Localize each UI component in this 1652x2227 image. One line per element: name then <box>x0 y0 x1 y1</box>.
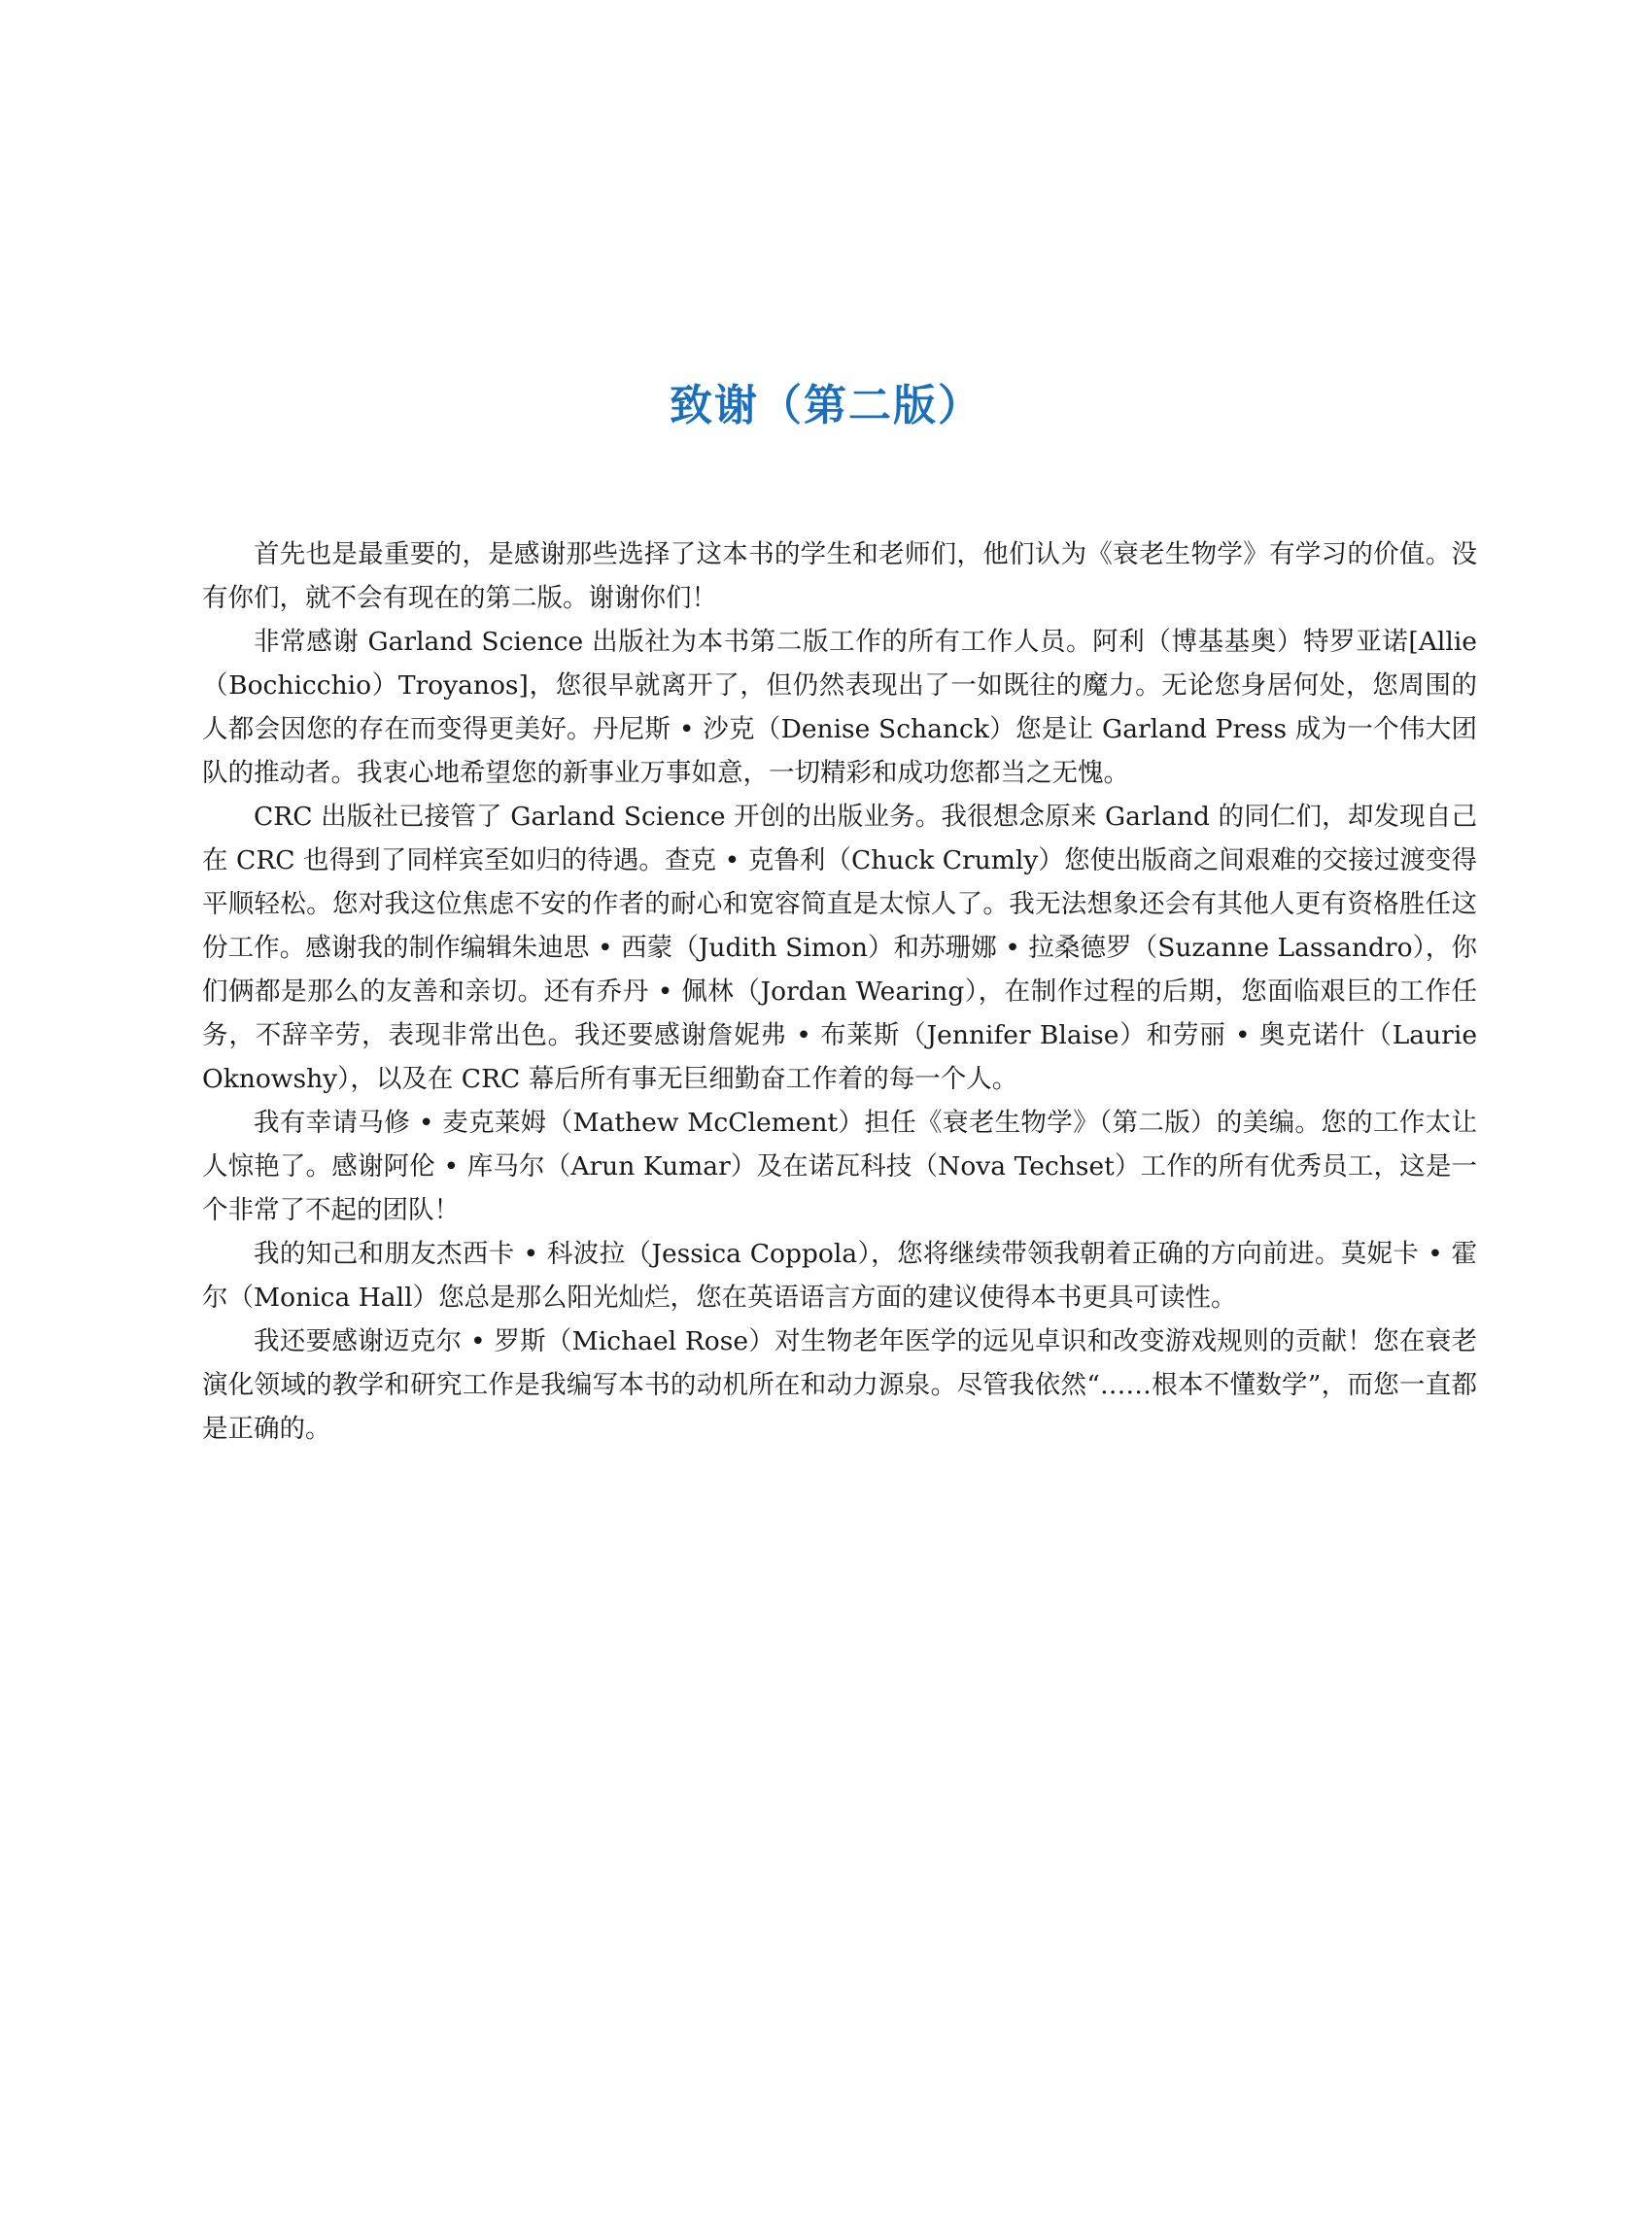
paragraph: 非常感谢 Garland Science 出版社为本书第二版工作的所有工作人员。阿利（博基基奥）特罗亚诺[Allie（Bochicchio）Troyanos]，您很早就离开了，但仍然表现出了一如既往的魔力。无论您身居何处，您周围的人都会因您的存在而变得更美好。丹尼斯 • 沙克（Denise Schanck）您是让 Garland Press 成为一个伟大团队的推动者。我衷心地希望您的新事业万事如意，一切精彩和成功您都当之无愧。 <box>202 627 1477 788</box>
paragraph: 首先也是最重要的，是感谢那些选择了这本书的学生和老师们，他们认为《衰老生物学》有学习的价值。没有你们，就不会有现在的第二版。谢谢你们！ <box>202 539 1477 613</box>
paragraph: 我有幸请马修 • 麦克莱姆（Mathew McClement）担任《衰老生物学》（第二版）的美编。您的工作太让人惊艳了。感谢阿伦 • 库马尔（Arun Kumar）及在诺瓦科技（Nova Techset）工作的所有优秀员工，这是一个非常了不起的团队！ <box>202 1108 1477 1225</box>
page-title: 致谢（第二版） <box>670 381 982 430</box>
paragraph: 我的知己和朋友杰西卡 • 科波拉（Jessica Coppola），您将继续带领我朝着正确的方向前进。莫妮卡 • 霍尔（Monica Hall）您总是那么阳光灿烂，您在英语语言方面的建议使得本书更具可读性。 <box>202 1239 1477 1313</box>
acknowledgements-body <box>202 532 1477 1451</box>
paragraph: CRC 出版社已接管了 Garland Science 开创的出版业务。我很想念原来 Garland 的同仁们，却发现自己在 CRC 也得到了同样宾至如归的待遇。查克 • 克鲁利（Chuck Crumly）您使出版商之间艰难的交接过渡变得平顺轻松。您对我这位焦虑不安的作者的耐心和宽容简直是太惊人了。我无法想象还会有其他人更有资格胜任这份工作。感谢我的制作编辑朱迪思 • 西蒙（Judith Simon）和苏珊娜 • 拉桑德罗（Suzanne Lassandro），你们俩都是那么的友善和亲切。还有乔丹 • 佩林（Jordan Wearing），在制作过程的后期，您面临艰巨的工作任务，不辞辛劳，表现非常出色。我还要感谢詹妮弗 • 布莱斯（Jennifer Blaise）和劳丽 • 奥克诺什（Laurie Oknowshy），以及在 CRC 幕后所有事无巨细勤奋工作着的每一个人。 <box>202 802 1477 1094</box>
paragraph: 我还要感谢迈克尔 • 罗斯（Michael Rose）对生物老年医学的远见卓识和改变游戏规则的贡献！您在衰老演化领域的教学和研究工作是我编写本书的动机所在和动力源泉。尽管我依然“……根本不懂数学”，而您一直都是正确的。 <box>202 1326 1477 1444</box>
